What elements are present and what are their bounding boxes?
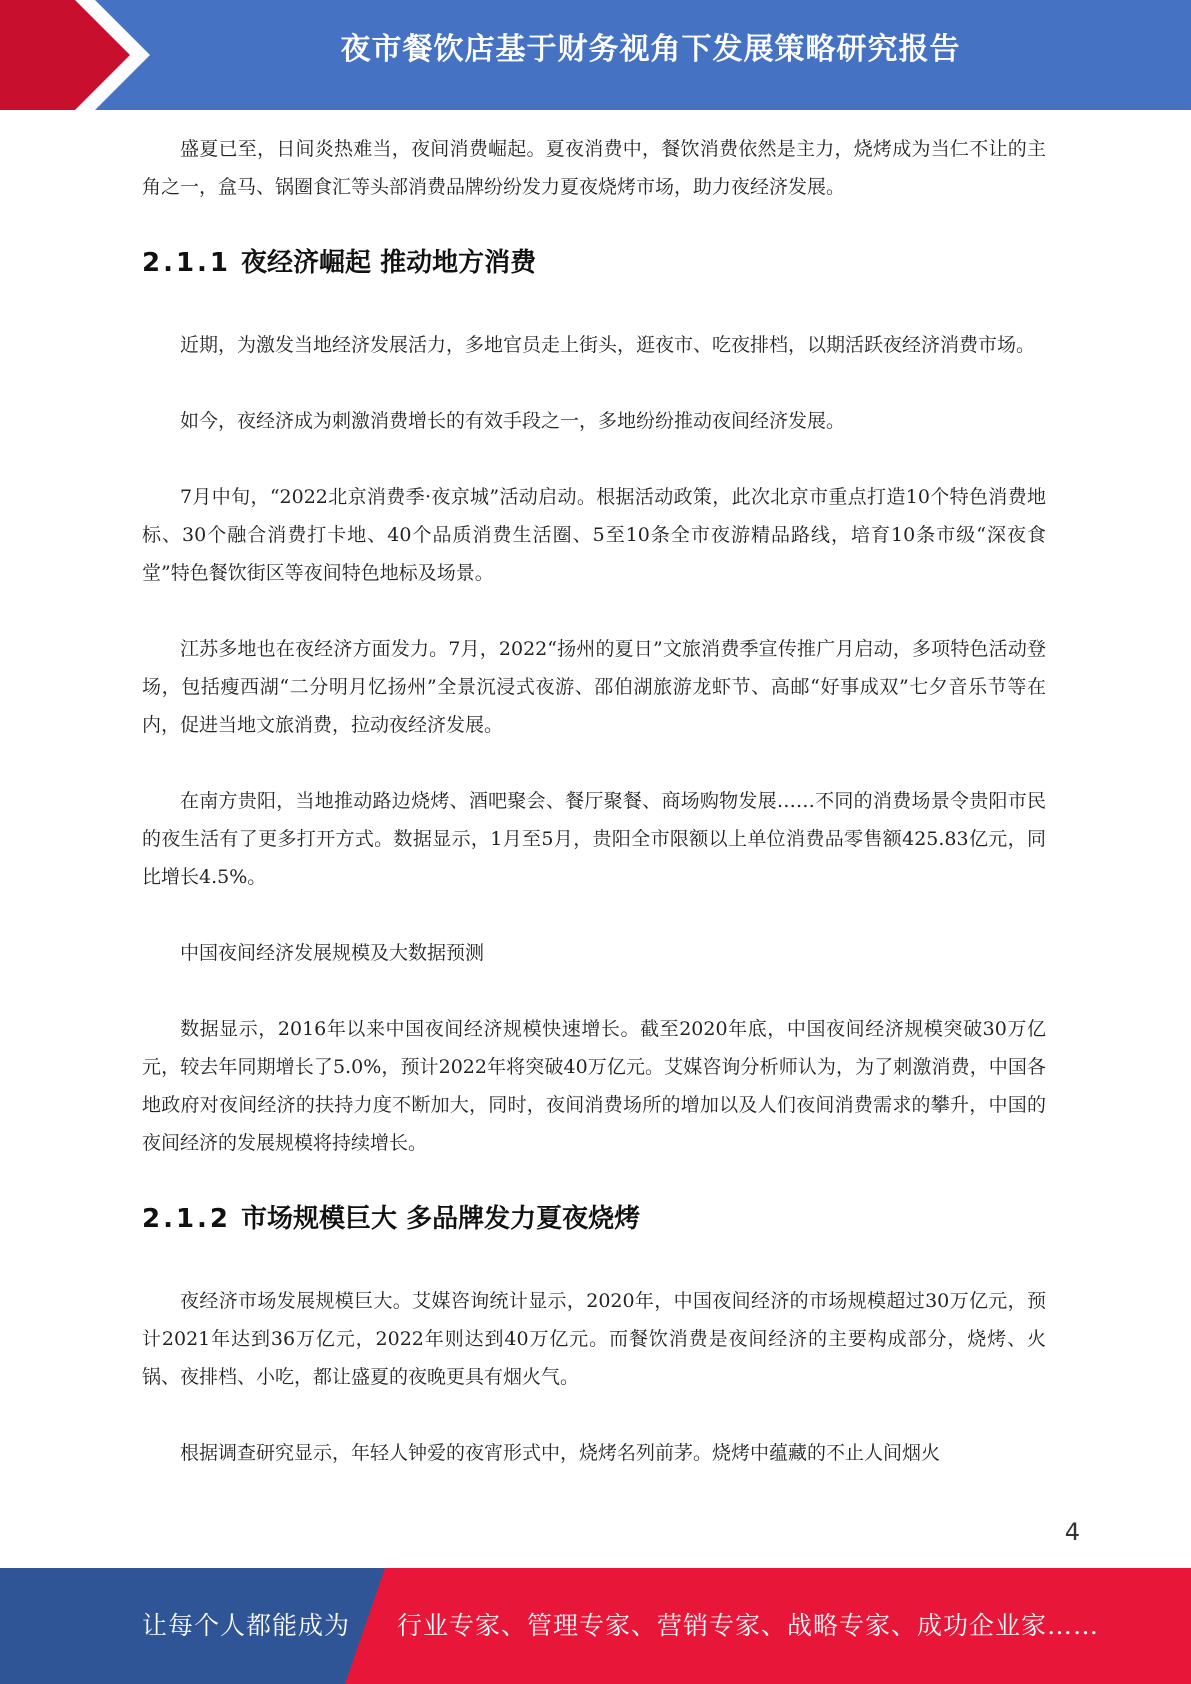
paragraph: 根据调查研究显示，年轻人钟爱的夜宵形式中，烧烤名列前茅。烧烤中蕴藏的不止人间烟火 <box>180 1442 941 1464</box>
page-footer <box>0 1568 1191 1684</box>
paragraph: 7月中旬，“2022北京消费季·夜京城”活动启动。根据活动政策，此次北京市重点打造10个特色消费地标、30个融合消费打卡地、40个品质消费生活圈、5至10条全市夜游精品路线，培育10条市级“深夜食堂”特色餐饮街区等夜间特色地标及场景。 <box>142 486 1046 584</box>
paragraph: 江苏多地也在夜经济方面发力。7月，2022“扬州的夏日”文旅消费季宣传推广月启动，多项特色活动登场，包括瘦西湖“二分明月忆扬州”全景沉浸式夜游、邵伯湖旅游龙虾节、高邮“好事成双”七夕音乐节等在内，促进当地文旅消费，拉动夜经济发展。 <box>142 638 1046 736</box>
report-title: 夜市餐饮店基于财务视角下发展策略研究报告 <box>340 32 961 67</box>
section-heading-2-1-2 <box>142 1200 1046 1238</box>
paragraph: 在南方贵阳，当地推动路边烧烤、酒吧聚会、餐厅聚餐、商场购物发展……不同的消费场景令贵阳市民的夜生活有了更多打开方式。数据显示，1月至5月，贵阳全市限额以上单位消费品零售额425.83亿元，同比增长4.5%。 <box>142 790 1046 888</box>
paragraph: 如今，夜经济成为刺激消费增长的有效手段之一，多地纷纷推动夜间经济发展。 <box>180 410 846 432</box>
section-number: 2.1.1 <box>142 248 232 278</box>
section-heading-2-1-1 <box>142 244 1046 282</box>
paragraph: 近期，为激发当地经济发展活力，多地官员走上街头，逛夜市、吃夜排档，以期活跃夜经济消费市场。 <box>180 334 1036 356</box>
footer-slogan-right: 行业专家、管理专家、营销专家、战略专家、成功企业家…… <box>397 1611 1100 1640</box>
paragraph: 数据显示，2016年以来中国夜间经济规模快速增长。截至2020年底，中国夜间经济规模突破30万亿元，较去年同期增长了5.0%，预计2022年将突破40万亿元。艾媒咨询分析师认为，为了刺激消费，中国各地政府对夜间经济的扶持力度不断加大，同时，夜间消费场所的增加以及人们夜间消费需求的攀升，中国的夜间经济的发展规模将持续增长。 <box>142 1018 1046 1154</box>
page-header <box>0 0 1191 110</box>
intro-paragraph: 盛夏已至，日间炎热难当，夜间消费崛起。夏夜消费中，餐饮消费依然是主力，烧烤成为当仁不让的主角之一，盒马、锅圈食汇等头部消费品牌纷纷发力夏夜烧烤市场，助力夜经济发展。 <box>142 138 1046 198</box>
footer-slogan-left: 让每个人都能成为 <box>142 1611 351 1640</box>
section-title: 夜经济崛起 推动地方消费 <box>241 248 537 278</box>
section-title: 市场规模巨大 多品牌发力夏夜烧烤 <box>241 1204 641 1234</box>
figure-caption: 中国夜间经济发展规模及大数据预测 <box>180 942 485 964</box>
main-content <box>142 130 1046 1472</box>
section-number: 2.1.2 <box>142 1204 232 1234</box>
paragraph: 夜经济市场发展规模巨大。艾媒咨询统计显示，2020年，中国夜间经济的市场规模超过30万亿元，预计2021年达到36万亿元，2022年则达到40万亿元。而餐饮消费是夜间经济的主要构成部分，烧烤、火锅、夜排档、小吃，都让盛夏的夜晚更具有烟火气。 <box>142 1290 1046 1388</box>
header-arrow-decoration <box>0 0 160 110</box>
page-number: 4 <box>1064 1518 1080 1546</box>
